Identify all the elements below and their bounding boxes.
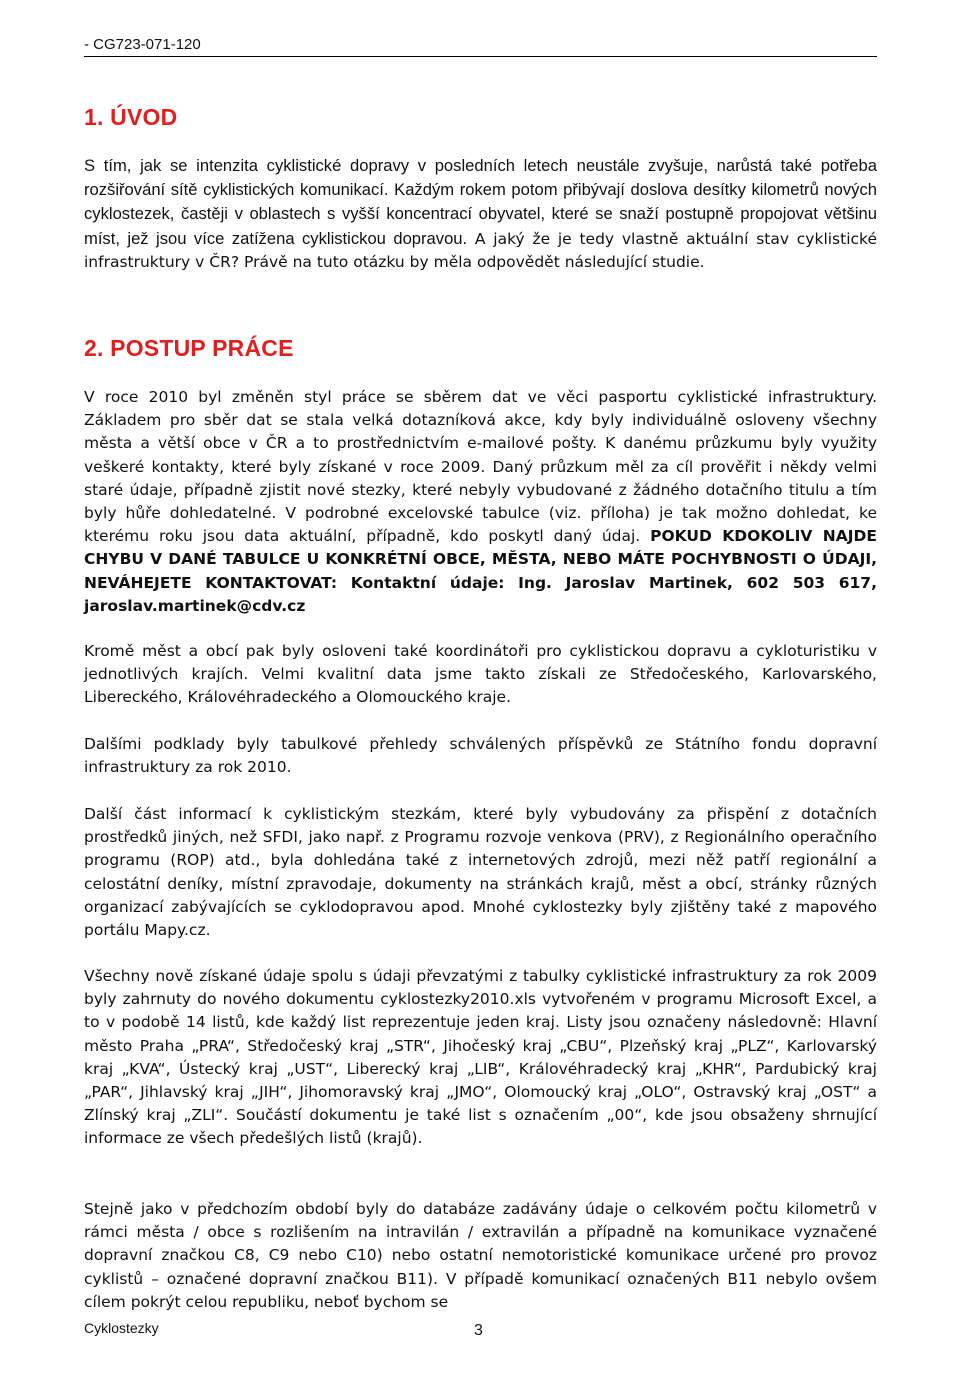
procedure-paragraph-1: [84, 386, 877, 618]
error-report-notice: POKUD KDOKOLIV NAJDE CHYBU V DANÉ TABULCE U KONKRÉTNÍ OBCE, MĚSTA, NEBO MÁTE POCHYBNOSTI O ÚDAJI, NEVÁHEJETE KONTAKTOVAT: Kontaktní údaje: Ing. Jaroslav Martinek, 602 503 617, jaroslav.martinek@cdv.cz: [84, 527, 877, 615]
procedure-paragraph-2: Kromě měst a obcí pak byly osloveni také koordinátoři pro cyklistickou dopravu a cykloturistiku v jednotlivých krajích. Velmi kvalitní data jsme takto získali ze Středočeského, Karlovarského, Libereckého, Královéhradeckého a Olomouckého kraje.: [84, 642, 877, 707]
procedure-paragraph-6: Stejně jako v předchozím období byly do databáze zadávány údaje o celkovém počtu kilometrů v rámci města / obce s rozlišením na intravilán / extravilán a případně na komunikace vyznačené dopravní značkou C8, C9 nebo C10) nebo ostatní nemotoristické komunikace určené pro provoz cyklistů – označené dopravní značkou B11). V případě komunikací označených B11 nebylo ovšem cílem pokrýt celou republiku, neboť bychom se: [84, 1200, 877, 1311]
intro-paragraph: [84, 154, 877, 274]
procedure-paragraph-5: Všechny nově získané údaje spolu s údaji převzatými z tabulky cyklistické infrastruktury za rok 2009 byly zahrnuty do nového dokumentu cyklostezky2010.xls vytvořeném v programu Microsoft Excel, a to v podobě 14 listů, kde každý list reprezentuje jeden kraj. Listy jsou označeny následovně: Hlavní město Praha „PRA“, Středočeský kraj „STR“, Jihočeský kraj „CBU“, Plzeňský kraj „PLZ“, Karlovarský kraj „KVA“, Ústecký kraj „UST“, Liberecký kraj „LIB“, Královéhradecký kraj „KHR“, Pardubický kraj „PAR“, Jihlavský kraj „JIH“, Jihomoravský kraj „JMO“, Olomoucký kraj „OLO“, Ostravský kraj „OST“ a Zlínský kraj „ZLI“. Součástí dokumentu je také list s označením „00“, kde jsou obsaženy shrnující informace ze všech předešlých listů (krajů).: [84, 967, 877, 1148]
procedure-paragraph-3: Dalšími podklady byly tabulkové přehledy schválených příspěvků ze Státního fondu dopravní infrastruktury za rok 2010.: [84, 735, 877, 777]
document-id: - CG723-071-120: [84, 36, 201, 53]
procedure-paragraph-1-text: V roce 2010 byl změněn styl práce se sběrem dat ve věci pasportu cyklistické infrastruktury. Základem pro sběr dat se stala velká dotazníková akce, kdy byly individuálně osloveny všechny města a větší obce v ČR a to prostřednictvím e-mailové pošty. K danému průzkumu byly využity veškeré kontakty, které byly získané v roce 2009. Daný průzkum měl za cíl prověřit i někdy velmi staré údaje, případně zjistit nové stezky, které nebyly vybudované z žádného dotačního titulu a tím byly hůře dohledatelné. V podrobné excelovské tabulce (viz. příloha) je tak možno dohledat, ke kterému roku jsou data aktuální, případně, kdo poskytl daný údaj.: [84, 388, 877, 546]
section-heading-intro: 1. ÚVOD: [84, 104, 178, 130]
procedure-paragraph-4: Další část informací k cyklistickým stezkám, které byly vybudovány za přispění z dotačních prostředků jiných, než SFDI, jako např. z Programu rozvoje venkova (PRV), z Regionálního operačního programu (ROP) atd., byla dohledána také z internetových zdrojů, mezi něž patří regionální a celostátní deníky, místní zpravodaje, dokumenty na stránkách krajů, měst a obcí, stránky různých organizací zabývajících se cyklodopravou apod. Mnohé cyklostezky byly zjištěny také z mapového portálu Mapy.cz.: [84, 805, 877, 940]
intro-paragraph-main: S tím, jak se intenzita cyklistické dopravy v posledních letech neustále zvyšuje, narůstá také potřeba rozšiřování sítě cyklistických komunikací. Každým rokem potom přibývají doslova desítky kilometrů nových cyklostezek, častěji v oblastech s vyšší koncentrací obyvatel, které se snaží postupně propojovat většinu míst, jež jsou více zatížena cyklistickou dopravou.: [84, 156, 877, 248]
section-heading-procedure: 2. POSTUP PRÁCE: [84, 335, 294, 361]
intro-paragraph-question: A jaký že je tedy vlastně aktuální stav cyklistické infrastruktury v ČR? Právě na tuto otázku by měla odpovědět následující studie.: [84, 229, 878, 271]
header-rule: [84, 56, 877, 57]
footer-title: Cyklostezky: [84, 1320, 159, 1336]
page-number: 3: [474, 1322, 483, 1339]
